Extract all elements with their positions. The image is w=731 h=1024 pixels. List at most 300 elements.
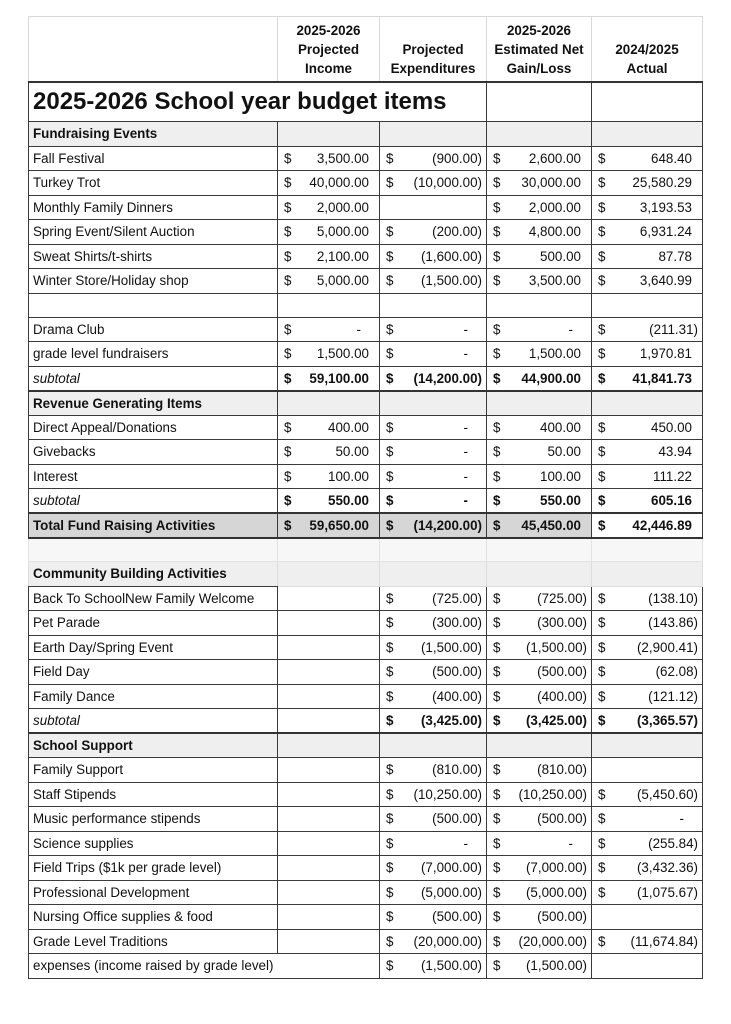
income-cell[interactable] [278,856,380,881]
actual-cell[interactable] [592,244,703,269]
section-empty-cell[interactable] [380,122,487,147]
amount: 25,580.29 [632,175,692,191]
amount: 111.22 [653,468,692,484]
net-cell[interactable] [487,782,592,807]
row-label[interactable]: Pet Parade [29,611,278,636]
table-row [29,880,703,905]
expenditure-cell[interactable] [380,831,487,856]
expenditure-cell[interactable] [380,782,487,807]
row-label[interactable]: Back To SchoolNew Family Welcome [29,586,278,611]
expenditure-cell[interactable] [380,415,487,440]
currency-symbol: $ [386,590,394,606]
amount: (5,000.00) [525,884,587,900]
income-cell[interactable] [278,586,380,611]
currency-symbol: $ [493,835,501,851]
net-cell[interactable] [487,366,592,391]
row-label[interactable]: Sweat Shirts/t-shirts [29,244,278,269]
net-cell[interactable] [487,684,592,709]
currency-value [384,151,482,166]
actual-cell[interactable] [592,611,703,636]
currency-symbol: $ [493,224,501,240]
section-empty-cell[interactable] [592,122,703,147]
currency-value [596,787,698,802]
currency-value [282,346,375,361]
net-cell[interactable] [487,709,592,734]
currency-value [282,322,375,337]
currency-symbol: $ [493,444,501,460]
currency-symbol: $ [598,224,606,240]
amount: (500.00) [537,811,587,827]
expenditure-cell[interactable] [380,269,487,294]
actual-cell[interactable] [592,831,703,856]
amount: (1,600.00) [420,248,482,264]
section-empty-cell[interactable] [278,122,380,147]
actual-cell[interactable] [592,171,703,196]
blank-row [29,293,703,317]
currency-value [384,664,482,679]
total-row [29,513,703,538]
income-cell[interactable] [278,317,380,342]
net-cell[interactable] [487,954,592,979]
net-cell[interactable] [487,513,592,538]
currency-value [491,664,587,679]
currency-symbol: $ [598,468,606,484]
row-label[interactable]: Professional Development [29,880,278,905]
table-row [29,146,703,171]
expenditure-cell[interactable] [380,709,487,734]
currency-symbol: $ [386,419,394,435]
expenditure-cell[interactable] [380,513,487,538]
section-empty-cell[interactable] [278,562,380,587]
actual-cell[interactable] [592,709,703,734]
actual-cell[interactable] [592,782,703,807]
income-cell[interactable] [278,415,380,440]
section-label[interactable]: Community Building Activities [29,562,278,587]
currency-symbol: $ [598,517,606,533]
actual-cell[interactable] [592,905,703,930]
income-cell[interactable] [278,831,380,856]
income-cell[interactable] [278,807,380,832]
row-label[interactable]: Fall Festival [29,146,278,171]
row-label[interactable]: Spring Event/Silent Auction [29,220,278,245]
income-cell[interactable] [278,146,380,171]
empty-cell[interactable] [278,293,380,317]
currency-symbol: $ [386,273,394,289]
amount: 87.78 [658,248,692,264]
section-header-community [29,562,703,587]
actual-cell[interactable] [592,929,703,954]
section-label[interactable]: Fundraising Events [29,122,278,147]
currency-value [596,444,698,459]
currency-value [282,273,375,288]
income-cell[interactable] [278,220,380,245]
currency-symbol: $ [386,786,394,802]
income-cell[interactable] [278,489,380,514]
income-cell[interactable] [278,684,380,709]
row-label[interactable]: Winter Store/Holiday shop [29,269,278,294]
expenditure-cell[interactable] [380,220,487,245]
amount: 648.40 [651,150,692,166]
section-empty-cell[interactable] [380,733,487,758]
currency-symbol: $ [386,664,394,680]
currency-symbol: $ [493,590,501,606]
net-cell[interactable] [487,464,592,489]
actual-cell[interactable] [592,856,703,881]
currency-value [384,273,482,288]
header-projected-expenditures[interactable]: Projected Expenditures [380,17,487,82]
expenditure-cell[interactable] [380,758,487,783]
currency-value [384,958,482,973]
amount: 450.00 [651,419,692,435]
net-cell[interactable] [487,807,592,832]
actual-cell[interactable] [592,195,703,220]
currency-symbol: $ [493,150,501,166]
expenditure-cell[interactable] [380,195,487,220]
row-label[interactable]: Family Support [29,758,278,783]
currency-symbol: $ [493,713,501,728]
amount: 6,931.24 [639,224,692,240]
section-empty-cell[interactable] [380,391,487,416]
currency-symbol: $ [284,346,292,362]
section-empty-cell[interactable] [592,391,703,416]
table-row [29,440,703,465]
row-label[interactable]: Monthly Family Dinners [29,195,278,220]
expenditure-cell[interactable] [380,440,487,465]
row-label[interactable]: Staff Stipends [29,782,278,807]
row-label[interactable]: Total Fund Raising Activities [29,513,278,538]
empty-cell[interactable] [487,538,592,562]
expenditure-cell[interactable] [380,146,487,171]
currency-value [596,151,698,166]
net-cell[interactable] [487,171,592,196]
net-cell[interactable] [487,220,592,245]
row-label[interactable]: Nursing Office supplies & food [29,905,278,930]
row-label[interactable]: Interest [29,464,278,489]
row-label[interactable]: subtotal [29,709,278,734]
section-empty-cell[interactable] [278,391,380,416]
currency-value [282,249,375,264]
amount: 1,500.00 [528,346,581,362]
row-label[interactable]: expenses (income raised by grade level) [29,954,380,979]
table-row [29,464,703,489]
header-blank-cell[interactable] [29,17,278,82]
net-cell[interactable] [487,880,592,905]
row-label[interactable]: Family Dance [29,684,278,709]
currency-symbol: $ [598,664,606,680]
column-header-row [29,17,703,82]
amount: (810.00) [537,762,587,778]
currency-symbol: $ [493,884,501,900]
title-empty-cell[interactable] [487,82,592,122]
expenditure-cell[interactable] [380,366,487,391]
section-empty-cell[interactable] [278,733,380,758]
row-label[interactable]: Drama Club [29,317,278,342]
net-cell[interactable] [487,856,592,881]
amount: 3,640.99 [639,273,692,289]
amount: (1,500.00) [420,273,482,289]
table-row [29,195,703,220]
net-cell[interactable] [487,905,592,930]
currency-symbol: $ [284,468,292,484]
net-cell[interactable] [487,929,592,954]
actual-cell[interactable] [592,317,703,342]
currency-symbol: $ [598,150,606,166]
net-cell[interactable] [487,244,592,269]
currency-value [596,273,698,288]
net-cell[interactable] [487,831,592,856]
expenditure-cell[interactable] [380,171,487,196]
amount: - [356,321,361,337]
section-empty-cell[interactable] [487,562,592,587]
currency-symbol: $ [386,468,394,484]
net-cell[interactable] [487,611,592,636]
expenditure-cell[interactable] [380,489,487,514]
net-cell[interactable] [487,342,592,367]
amount: (300.00) [537,615,587,631]
net-cell[interactable] [487,758,592,783]
section-header-school-support [29,733,703,758]
income-cell[interactable] [278,635,380,660]
actual-cell[interactable] [592,586,703,611]
currency-value [596,175,698,190]
currency-value [282,444,375,459]
header-projected-income[interactable]: 2025-2026 Projected Income [278,17,380,82]
income-cell[interactable] [278,440,380,465]
currency-symbol: $ [493,615,501,631]
currency-symbol: $ [493,321,501,337]
actual-cell[interactable] [592,146,703,171]
currency-value [384,615,482,630]
currency-value [491,713,587,728]
currency-symbol: $ [386,224,394,240]
amount: 43.94 [658,444,692,460]
net-cell[interactable] [487,195,592,220]
amount: 500.00 [540,248,581,264]
expenditure-cell[interactable] [380,684,487,709]
income-cell[interactable] [278,171,380,196]
row-label[interactable]: subtotal [29,366,278,391]
currency-symbol: $ [386,346,394,362]
currency-value [491,346,587,361]
net-cell[interactable] [487,660,592,685]
currency-value [596,885,698,900]
amount: (14,200.00) [413,370,482,386]
row-label[interactable]: Science supplies [29,831,278,856]
row-label[interactable]: grade level fundraisers [29,342,278,367]
row-label[interactable]: Field Trips ($1k per grade level) [29,856,278,881]
empty-cell[interactable] [29,538,278,562]
empty-cell[interactable] [380,293,487,317]
header-actual[interactable]: 2024/2025 Actual [592,17,703,82]
income-cell[interactable] [278,342,380,367]
amount: 59,100.00 [309,370,369,386]
currency-symbol: $ [493,493,501,508]
income-cell[interactable] [278,366,380,391]
amount: 41,841.73 [632,370,692,386]
currency-symbol: $ [598,370,606,386]
expenditure-cell[interactable] [380,856,487,881]
actual-cell[interactable] [592,880,703,905]
empty-cell[interactable] [592,293,703,317]
amount: - [463,419,468,435]
row-label[interactable]: Turkey Trot [29,171,278,196]
actual-cell[interactable] [592,954,703,979]
amount: 2,600.00 [528,150,581,166]
net-cell[interactable] [487,586,592,611]
income-cell[interactable] [278,709,380,734]
actual-cell[interactable] [592,660,703,685]
header-estimated-net[interactable]: 2025-2026 Estimated Net Gain/Loss [487,17,592,82]
amount: (14,200.00) [413,517,482,533]
table-row [29,317,703,342]
empty-cell[interactable] [29,293,278,317]
currency-symbol: $ [386,835,394,851]
income-cell[interactable] [278,195,380,220]
section-empty-cell[interactable] [487,391,592,416]
income-cell[interactable] [278,244,380,269]
row-label[interactable]: Direct Appeal/Donations [29,415,278,440]
expenditure-cell[interactable] [380,929,487,954]
row-label[interactable]: subtotal [29,489,278,514]
table-row [29,586,703,611]
currency-symbol: $ [493,419,501,435]
currency-symbol: $ [598,493,606,508]
amount: 50.00 [547,444,581,460]
currency-symbol: $ [598,713,606,728]
amount: 605.16 [651,493,692,508]
currency-value [596,591,698,606]
amount: - [568,835,573,851]
currency-symbol: $ [386,615,394,631]
income-cell[interactable] [278,782,380,807]
expenditure-cell[interactable] [380,611,487,636]
expenditure-cell[interactable] [380,342,487,367]
row-label[interactable]: Music performance stipends [29,807,278,832]
currency-symbol: $ [493,811,501,827]
currency-symbol: $ [386,175,394,191]
actual-cell[interactable] [592,807,703,832]
row-label[interactable]: Field Day [29,660,278,685]
currency-value [384,689,482,704]
actual-cell[interactable] [592,758,703,783]
amount: (500.00) [432,664,482,680]
actual-cell[interactable] [592,513,703,538]
actual-cell[interactable] [592,635,703,660]
income-cell[interactable] [278,758,380,783]
currency-value [384,249,482,264]
income-cell[interactable] [278,611,380,636]
row-label[interactable]: Givebacks [29,440,278,465]
currency-symbol: $ [386,860,394,876]
currency-value [384,322,482,337]
expenditure-cell[interactable] [380,905,487,930]
actual-cell[interactable] [592,269,703,294]
expenditure-cell[interactable] [380,586,487,611]
empty-cell[interactable] [278,538,380,562]
currency-symbol: $ [284,273,292,289]
currency-value [384,836,482,851]
income-cell[interactable] [278,660,380,685]
income-cell[interactable] [278,269,380,294]
actual-cell[interactable] [592,415,703,440]
net-cell[interactable] [487,440,592,465]
currency-value [491,200,587,215]
empty-cell[interactable] [592,538,703,562]
empty-cell[interactable] [380,538,487,562]
actual-cell[interactable] [592,366,703,391]
currency-symbol: $ [598,273,606,289]
currency-symbol: $ [493,860,501,876]
expenditure-cell[interactable] [380,464,487,489]
income-cell[interactable] [278,880,380,905]
net-cell[interactable] [487,269,592,294]
net-cell[interactable] [487,146,592,171]
section-empty-cell[interactable] [487,122,592,147]
expenditure-cell[interactable] [380,317,487,342]
actual-cell[interactable] [592,342,703,367]
currency-symbol: $ [284,150,292,166]
expenditure-cell[interactable] [380,880,487,905]
income-cell[interactable] [278,513,380,538]
expenditure-cell[interactable] [380,244,487,269]
income-cell[interactable] [278,929,380,954]
currency-value [384,640,482,655]
expenditure-cell[interactable] [380,954,487,979]
title-empty-cell[interactable] [592,82,703,122]
currency-value [491,615,587,630]
expenditure-cell[interactable] [380,635,487,660]
income-cell[interactable] [278,464,380,489]
amount: (10,250.00) [413,786,482,802]
table-row [29,611,703,636]
empty-cell[interactable] [487,293,592,317]
currency-value [384,934,482,949]
section-empty-cell[interactable] [380,562,487,587]
net-cell[interactable] [487,317,592,342]
actual-cell[interactable] [592,489,703,514]
section-empty-cell[interactable] [592,562,703,587]
table-row [29,220,703,245]
actual-cell[interactable] [592,464,703,489]
section-empty-cell[interactable] [592,733,703,758]
currency-symbol: $ [493,664,501,680]
currency-value [491,934,587,949]
section-empty-cell[interactable] [487,733,592,758]
currency-value [384,787,482,802]
section-label[interactable]: Revenue Generating Items [29,391,278,416]
net-cell[interactable] [487,489,592,514]
amount: (725.00) [537,590,587,606]
row-label[interactable]: Grade Level Traditions [29,929,278,954]
currency-value [491,273,587,288]
section-label[interactable]: School Support [29,733,278,758]
sheet-title[interactable]: 2025-2026 School year budget items [29,82,487,122]
currency-value [384,591,482,606]
actual-cell[interactable] [592,440,703,465]
amount: - [463,444,468,460]
table-row [29,684,703,709]
net-cell[interactable] [487,635,592,660]
currency-value [384,860,482,875]
row-label[interactable]: Earth Day/Spring Event [29,635,278,660]
expenditure-cell[interactable] [380,660,487,685]
actual-cell[interactable] [592,220,703,245]
actual-cell[interactable] [592,684,703,709]
net-cell[interactable] [487,415,592,440]
income-cell[interactable] [278,905,380,930]
expenditure-cell[interactable] [380,807,487,832]
currency-symbol: $ [493,199,501,215]
